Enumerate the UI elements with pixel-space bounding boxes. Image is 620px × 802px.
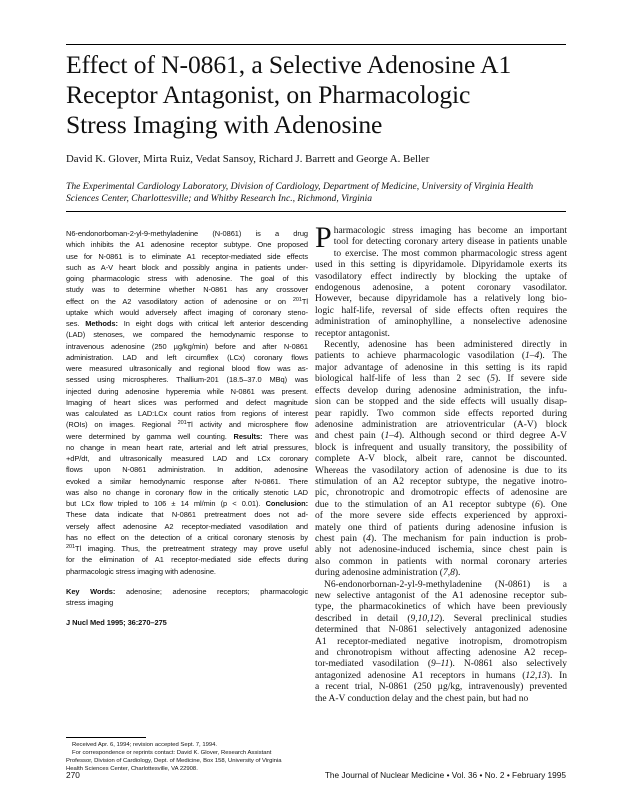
text-line: A1 receptor-mediated negative inotropism, dromotropism	[315, 636, 567, 647]
footnote-line: Professor, Division of Cardiology, Dept. of Medicine, Box 158, University of Virginia	[66, 758, 282, 764]
text-line: stimulation of an A2 receptor subtype, the negative inotro-	[315, 476, 567, 487]
text-line: and chronotropism without affecting adenosine A2 recep-	[315, 648, 567, 659]
text-line: also common in patients with normal coronary arteries	[315, 556, 567, 567]
text-line: evoked a similar hemodynamic response after N-0861. There	[66, 476, 308, 486]
keywords-line: stress imaging	[66, 598, 114, 607]
page-number: 270	[66, 770, 80, 780]
text-line: of the more severe side effects experienced by approxi-	[315, 511, 567, 522]
text-line: used in this setting is dipyridamole. Dipyridamole exerts its	[315, 260, 567, 271]
text-line: described in detail (9,10,12). Several preclinical studies	[315, 613, 567, 624]
keywords-label: Key Words:	[66, 586, 116, 596]
text-line: N6-endonorbornan-2-yl-9-methyladenine (N-0861) is a	[324, 579, 567, 590]
text-line: effect on the A2 vasodilatory action of adenosine or on $^{201}$Tl	[66, 296, 308, 306]
keywords-line: adenosine; adenosine receptors; pharmacologic	[125, 586, 308, 596]
text-line: endogenous adenosine, a potent coronary vasodilator.	[315, 283, 567, 294]
affiliation	[66, 181, 566, 205]
author-list: David K. Glover, Mirta Ruiz, Vedat Sansoy, Richard J. Barrett and George A. Beller	[66, 153, 430, 165]
affiliation-line: Sciences Center, Charlottesville; and Whitby Research Inc., Richmond, Virginia	[66, 193, 373, 204]
text-line: ses. Methods: In eight dogs with critical left anterior descending	[66, 319, 308, 328]
text-line: antagonized adenosine A1 receptors in humans (12,13). In	[315, 670, 568, 681]
keywords	[66, 586, 308, 609]
text-line: which inhibits the A1 adenosine receptor subtype. One proposed	[66, 240, 308, 250]
text-line: Imaging of heart slices was performed and defect magnitude	[66, 397, 308, 407]
text-line: (LAD) stenoses, we compared the hemodynamic response to	[66, 330, 308, 340]
text-line: These data indicate that N-0861 pretreatment does not ad-	[66, 510, 308, 520]
footnote-line: Health Sciences Center, Charlottesville, VA 22908.	[66, 766, 198, 772]
text-line: $^{201}$Tl imaging. Thus, the pretreatment strategy may prove useful	[66, 544, 308, 553]
text-line: was calculated as LAD:LCx count ratios from regions of interest	[66, 409, 308, 418]
text-line: biological half-life of less than 2 sec (5). If severe side	[315, 374, 567, 385]
text-line: +dP/dt, and ultrasonically measured LAD and LCx coronary	[66, 454, 308, 463]
text-line: patients to achieve pharmacologic vasodilation (1–4). The	[315, 351, 568, 362]
title-line: Stress Imaging with Adenosine	[66, 110, 383, 139]
footnote-received: Received Apr. 6, 1994; revision accepted Sept. 7, 1994.	[72, 742, 218, 748]
text-line: study was to determine whether N-0861 has any crossover	[66, 285, 308, 295]
text-line: but LCx flow tripled to 106 ± 14 ml/min (p < 0.01). Conclusion:	[66, 499, 308, 508]
footnotes	[66, 741, 308, 773]
text-line: for the elimination of A1 receptor-mediated side effects during	[66, 555, 308, 565]
page-footer	[66, 770, 566, 782]
text-line: pic, chronotropic and dromotropic effects of adenosine are	[315, 488, 567, 499]
footnote-correspondence: For correspondence or reprints contact: David K. Glover, Research Assistant	[72, 750, 272, 756]
text-line: ably not adenosine-induced ischemia, since chest pain is	[315, 545, 567, 556]
text-line: Recently, adenosine has been administered directly in	[324, 340, 567, 351]
abstract-body	[66, 228, 308, 577]
paragraph-n0861	[315, 580, 567, 705]
text-line: uptake which would adversely affect imaging of coronary steno-	[66, 307, 308, 317]
text-line: (ROIs) on images. Regional $^{201}$Tl activity and microsphere flow	[66, 420, 308, 430]
article-title	[66, 50, 586, 140]
body-text	[315, 221, 568, 705]
text-line: harmacologic stress imaging has become an important	[333, 226, 567, 236]
journal-running-footer: The Journal of Nuclear Medicine • Vol. 36 • No. 2 • February 1995	[324, 770, 566, 780]
text-line: complete A-V block, albeit rare, cannot be discounted.	[315, 454, 567, 465]
text-line: a recent trial, N-0861 (250 µg/kg, intravenously) prevented	[315, 682, 567, 693]
text-line: administration. LAD and left circumflex (LCx) coronary flows	[66, 352, 308, 362]
text-line: type, the pharmacokinetics of which have been previously	[315, 602, 567, 613]
top-rule	[66, 44, 566, 45]
text-line: intravenous adenosine (250 µg/kg/min) before and after N-0861	[66, 341, 308, 351]
text-line: vasodilatory effect indirectly by blocking the uptake of	[315, 271, 567, 282]
text-line: new selective antagonist of the A1 adenosine receptor sub-	[315, 591, 567, 601]
text-line: has no effect on the detection of a critical coronary stenosis by	[66, 532, 308, 542]
text-line: were measured ultrasonically and regional blood flow was as-	[66, 364, 308, 373]
text-line: flows upon N-0861 administration. In addition, adenosine	[66, 465, 308, 475]
text-line: use for N-0861 is to eliminate A1 receptor-mediated side effects	[66, 251, 308, 261]
text-line: sion can be stopped and the side effects will usually disap-	[315, 397, 567, 408]
affiliation-line: The Experimental Cardiology Laboratory, Division of Cardiology, Department of Medicine, University of Virginia Health	[66, 181, 534, 192]
text-line: was also no change in coronary flow in the critically stenotic LAD	[66, 487, 308, 497]
text-line: no change in mean heart rate, arterial and left atrial pressures,	[66, 442, 308, 452]
text-line: chest pain (4). The mechanism for pain induction is prob-	[315, 533, 567, 544]
text-line: logic half-life, reversal of side effects often requires the	[315, 305, 567, 316]
footnote-rule	[66, 737, 146, 738]
text-line: Whereas the vasodilatory action of adenosine is due to its	[315, 465, 567, 476]
abstract	[66, 228, 308, 629]
title-line: Receptor Antagonist, on Pharmacologic	[66, 80, 471, 109]
text-line: tor-mediated vasodilation (9–11). N-0861 also selectively	[315, 659, 567, 670]
text-line: versely affect adenosine A2 receptor-mediated vasodilation and	[66, 521, 308, 531]
text-line: effects develop during adenosine administration, the infu-	[315, 385, 567, 396]
text-line: tool for detecting coronary artery disease in patients unable	[333, 237, 567, 248]
paragraph-adenosine	[315, 340, 567, 580]
title-line: Effect of N-0861, a Selective Adenosine A1	[66, 50, 512, 79]
text-line: were determined by gamma well counting. Results: There was	[66, 431, 308, 441]
text-line: pharmacologic stress imaging with adenosine.	[66, 566, 216, 576]
text-line: block is infrequent and usually transitory, the possibility of	[315, 442, 567, 453]
text-line: due to the stimulation of an A1 receptor subtype (6). One	[315, 499, 567, 510]
text-line: going pharmacologic stress with adenosine. The goal of this	[66, 274, 308, 283]
text-line: N6-endonorboman-2-yl-9-methyladenine (N-0861) is a drug	[66, 229, 308, 238]
citation: J Nucl Med 1995; 36:270–275	[66, 618, 167, 628]
text-line: to exercise. The most common pharmacologic stress agent	[333, 248, 567, 259]
text-line: and chest pain (1–4). Although second or third degree A-V	[315, 431, 567, 442]
text-line: injected during adenosine hyperemia while N-0861 was present.	[66, 386, 308, 396]
text-line: such as A-V heart block and possibly angina in patients under-	[66, 262, 308, 272]
text-line: mately one third of patients during adenosine infusion is	[315, 522, 567, 533]
text-line: sessed using microspheres. Thallium-201 (18.5–37.0 MBq) was	[66, 375, 308, 385]
paragraph-intro	[315, 221, 567, 340]
text-line: determined that N-0861 selectively antagonized adenosine	[315, 625, 567, 636]
text-line: during adenosine administration (7,8).	[315, 568, 461, 579]
header-rule	[66, 211, 566, 212]
text-line: the A-V conduction delay and the chest pain, but had no	[315, 693, 529, 704]
text-line: adenosine administration are atrioventricular (A-V) block	[315, 419, 567, 430]
text-line: receptor antagonist.	[315, 328, 390, 339]
text-line: pear rapidly. Two common side effects reported during	[315, 408, 567, 419]
drop-cap: P	[315, 221, 332, 254]
text-line: major advantage of adenosine in this setting is its rapid	[315, 362, 567, 373]
text-line: administration of aminophylline, a nonselective adenosine	[315, 317, 567, 328]
text-line: However, because dipyridamole has a relatively long bio-	[315, 294, 567, 305]
